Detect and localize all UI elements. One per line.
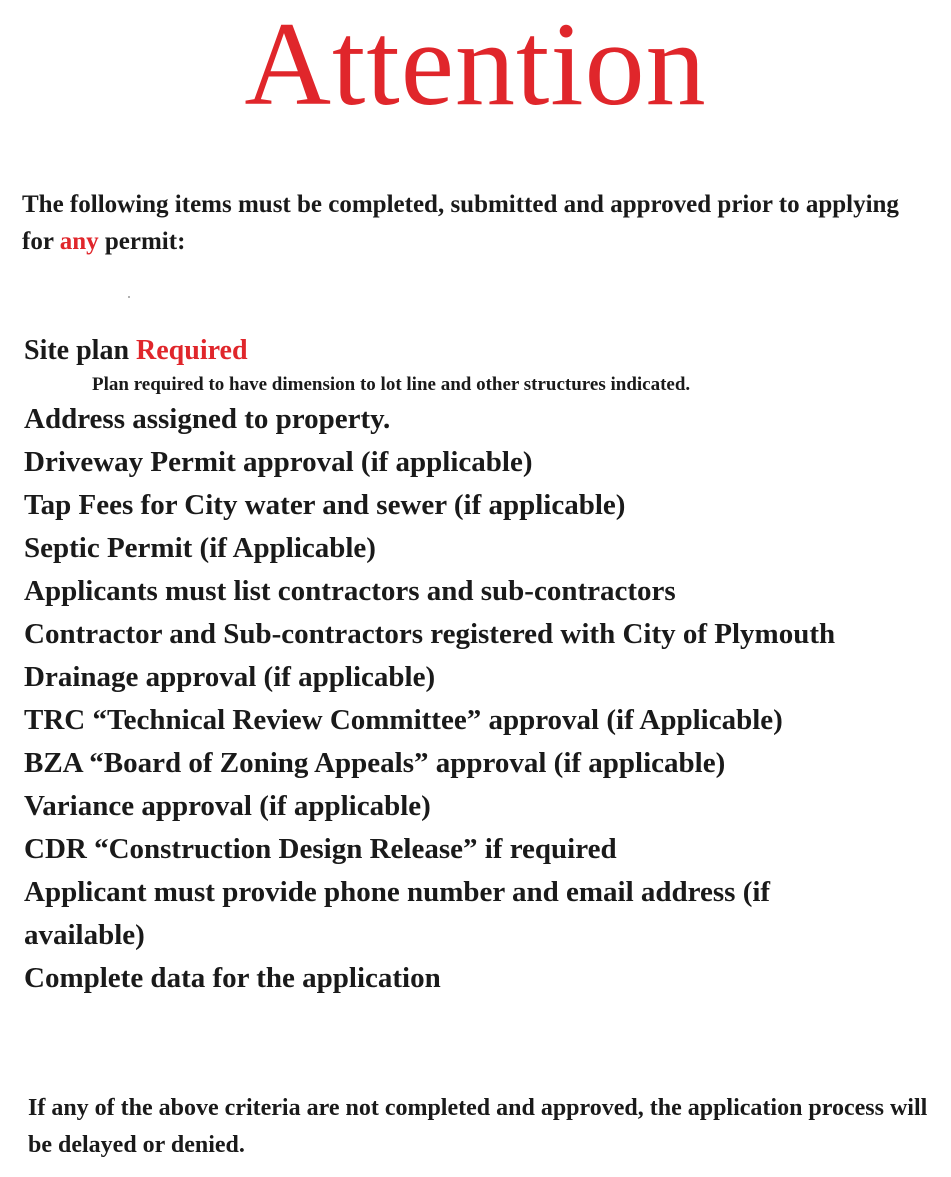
intro-emphasis: any — [59, 228, 99, 255]
list-item-complete-data: Complete data for the application — [24, 962, 441, 994]
stray-dot — [128, 296, 130, 298]
list-item-driveway: Driveway Permit approval (if applicable) — [24, 446, 533, 478]
list-item-drainage: Drainage approval (if applicable) — [24, 661, 436, 693]
intro-paragraph — [22, 186, 922, 260]
page-title: Attention — [244, 0, 707, 130]
list-item-cdr: CDR “Construction Design Release” if required — [24, 833, 617, 865]
footer-note: If any of the above criteria are not completed and approved, the application process will be delayed or denied. — [28, 1095, 928, 1158]
list-item-variance: Variance approval (if applicable) — [24, 790, 431, 822]
list-item-bza: BZA “Board of Zoning Appeals” approval (if applicable) — [24, 747, 726, 779]
list-item-contractors: Applicants must list contractors and sub-contractors — [24, 575, 676, 607]
list-item-address: Address assigned to property. — [24, 403, 391, 435]
site-plan-item — [24, 332, 924, 370]
requirements-list — [24, 332, 924, 1000]
site-plan-note: Plan required to have dimension to lot line and other structures indicated. — [92, 374, 691, 395]
list-item-tap-fees: Tap Fees for City water and sewer (if applicable) — [24, 489, 626, 521]
intro-text-before: The following items must be completed, submitted and approved prior to applying for — [22, 191, 899, 255]
list-item-septic: Septic Permit (if Applicable) — [24, 532, 376, 564]
list-item-contact: Applicant must provide phone number and email address (if available) — [24, 876, 771, 951]
list-item-registered: Contractor and Sub-contractors registered with City of Plymouth — [24, 618, 836, 650]
intro-text-after: permit: — [98, 228, 186, 255]
list-item-trc: TRC “Technical Review Committee” approval (if Applicable) — [24, 704, 783, 736]
site-plan-required: Required — [136, 335, 248, 366]
site-plan-label: Site plan — [24, 335, 137, 366]
